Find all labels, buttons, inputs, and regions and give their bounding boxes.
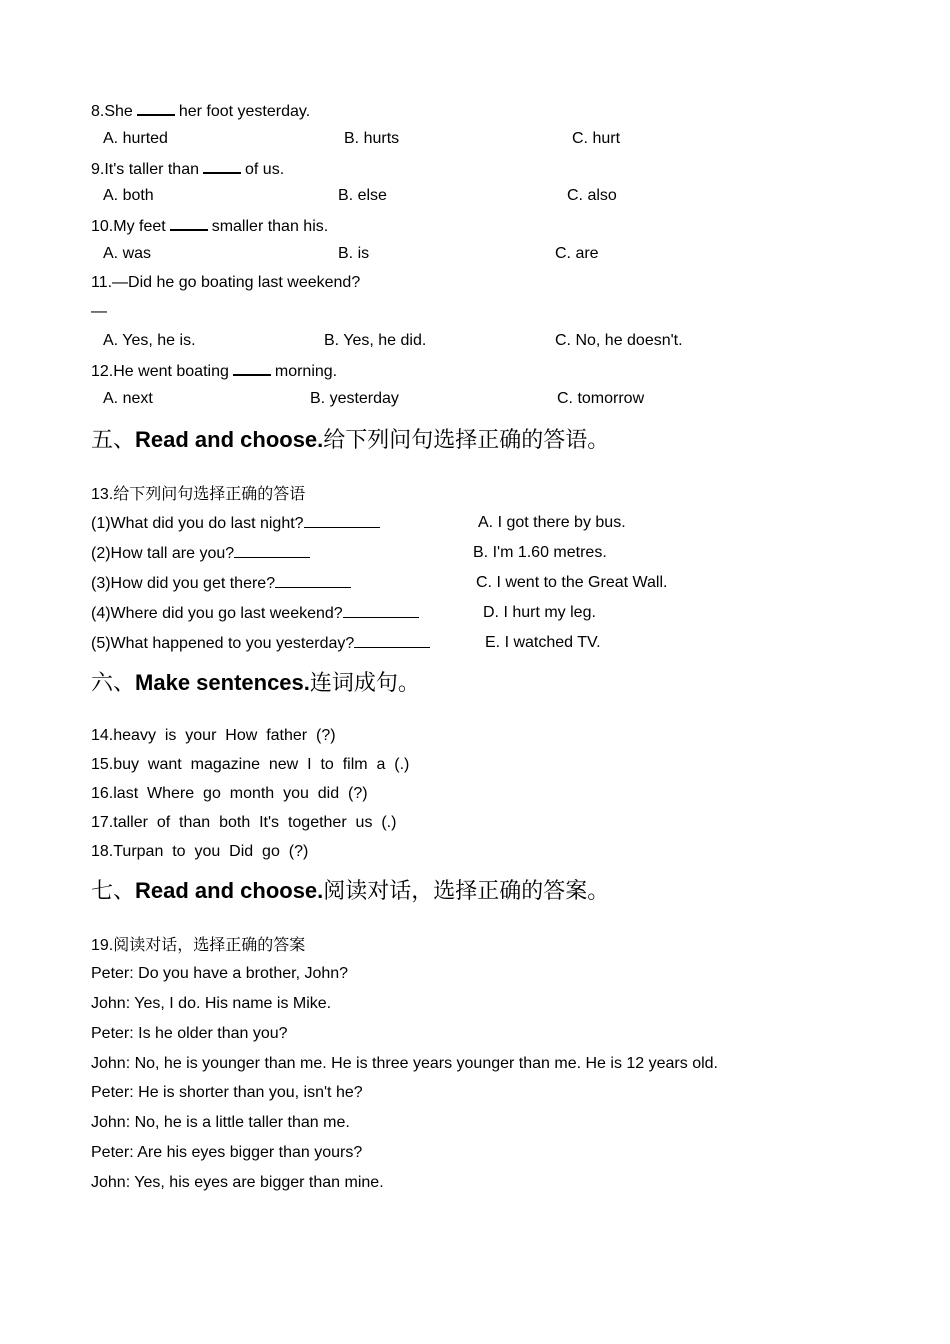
match-answer-c: C. I went to the Great Wall.: [476, 574, 668, 591]
sentence-item: 18.Turpan to you Did go (?): [91, 843, 309, 860]
dialogue-line: John: No, he is a little taller than me.: [91, 1114, 350, 1131]
dialogue-line: Peter: He is shorter than you, isn't he?: [91, 1084, 363, 1101]
question-text: morning.: [274, 363, 338, 380]
match-question: [91, 573, 351, 594]
question-number: 13.: [91, 486, 114, 503]
option-b[interactable]: B. hurts: [344, 130, 400, 147]
answer-blank[interactable]: [343, 603, 419, 618]
match-question-text: (2)How tall are you?: [91, 545, 235, 562]
question-9: [91, 158, 284, 180]
match-question-text: (5)What happened to you yesterday?: [91, 635, 355, 652]
heading-cn: 连词成句。: [309, 671, 420, 696]
match-answer-b: B. I'm 1.60 metres.: [473, 544, 607, 561]
question-text: smaller than his.: [211, 218, 329, 235]
question-text: her foot yesterday.: [178, 103, 311, 120]
match-question-text: (4)Where did you go last weekend?: [91, 605, 343, 622]
question-12: [91, 360, 337, 382]
heading-number: 五、: [91, 428, 136, 453]
question-instruction: 阅读对话，选择正确的答案: [113, 935, 306, 954]
option-a[interactable]: A. was: [103, 245, 152, 262]
question-text: 9.It's taller than: [91, 161, 199, 178]
option-c[interactable]: C. hurt: [572, 130, 621, 147]
question-instruction: 给下列问句选择正确的答语: [113, 484, 306, 503]
sentence-item: 16.last Where go month you did (?): [91, 785, 368, 802]
match-question-text: (1)What did you do last night?: [91, 515, 304, 532]
question-text: of us.: [245, 161, 285, 178]
question-19: [91, 935, 305, 956]
question-text: 10.My feet: [91, 218, 166, 235]
question-10: [91, 215, 328, 237]
option-a[interactable]: A. both: [103, 187, 154, 204]
question-11: 11.—Did he go boating last weekend?: [91, 274, 361, 291]
option-b[interactable]: B. yesterday: [310, 390, 399, 407]
option-b[interactable]: B. Yes, he did.: [324, 332, 427, 349]
heading-number: 七、: [91, 879, 136, 904]
heading-cn: 给下列问句选择正确的答语。: [323, 428, 610, 453]
heading-en: Read and choose.: [135, 427, 324, 452]
question-number: 19.: [91, 937, 114, 954]
answer-blank[interactable]: [137, 100, 175, 116]
heading-number: 六、: [91, 671, 136, 696]
sentence-item: 15.buy want magazine new I to film a (.): [91, 756, 410, 773]
match-question-text: (3)How did you get there?: [91, 575, 276, 592]
dialogue-line: Peter: Are his eyes bigger than yours?: [91, 1144, 363, 1161]
answer-blank[interactable]: [354, 633, 430, 648]
section-5-heading: [91, 425, 609, 456]
match-answer-a: A. I got there by bus.: [478, 514, 626, 531]
match-question: [91, 633, 430, 654]
sentence-item: 14.heavy is your How father (?): [91, 727, 336, 744]
match-question: [91, 603, 419, 624]
match-answer-d: D. I hurt my leg.: [483, 604, 596, 621]
match-question: [91, 513, 380, 534]
option-c[interactable]: C. No, he doesn't.: [555, 332, 683, 349]
option-a[interactable]: A. hurted: [103, 130, 168, 147]
option-c[interactable]: C. tomorrow: [557, 390, 645, 407]
heading-en: Make sentences.: [135, 670, 310, 695]
match-answer-e: E. I watched TV.: [485, 634, 601, 651]
answer-blank[interactable]: [170, 215, 208, 231]
sentence-item: 17.taller of than both It's together us (.): [91, 814, 397, 831]
answer-blank[interactable]: [203, 158, 241, 174]
dialogue-line: John: No, he is younger than me. He is three years younger than me. He is 12 years old.: [91, 1055, 718, 1072]
option-a[interactable]: A. next: [103, 390, 153, 407]
dialogue-line: Peter: Do you have a brother, John?: [91, 965, 349, 982]
answer-blank[interactable]: [304, 513, 380, 528]
option-b[interactable]: B. is: [338, 245, 370, 262]
option-a[interactable]: A. Yes, he is.: [103, 332, 196, 349]
section-6-heading: [91, 668, 420, 699]
section-7-heading: [91, 876, 609, 907]
question-8: [91, 100, 310, 122]
option-c[interactable]: C. also: [567, 187, 617, 204]
heading-cn: 阅读对话，选择正确的答案。: [323, 879, 610, 904]
answer-blank[interactable]: [234, 543, 310, 558]
dialogue-line: John: Yes, his eyes are bigger than mine.: [91, 1174, 384, 1191]
option-c[interactable]: C. are: [555, 245, 599, 262]
dialogue-line: John: Yes, I do. His name is Mike.: [91, 995, 332, 1012]
question-text: 8.She: [91, 103, 133, 120]
answer-dash: —: [91, 303, 107, 320]
option-b[interactable]: B. else: [338, 187, 387, 204]
answer-blank[interactable]: [233, 360, 271, 376]
answer-blank[interactable]: [275, 573, 351, 588]
question-13: [91, 484, 305, 505]
question-text: 12.He went boating: [91, 363, 229, 380]
dialogue-line: Peter: Is he older than you?: [91, 1025, 288, 1042]
match-question: [91, 543, 310, 564]
heading-en: Read and choose.: [135, 878, 324, 903]
